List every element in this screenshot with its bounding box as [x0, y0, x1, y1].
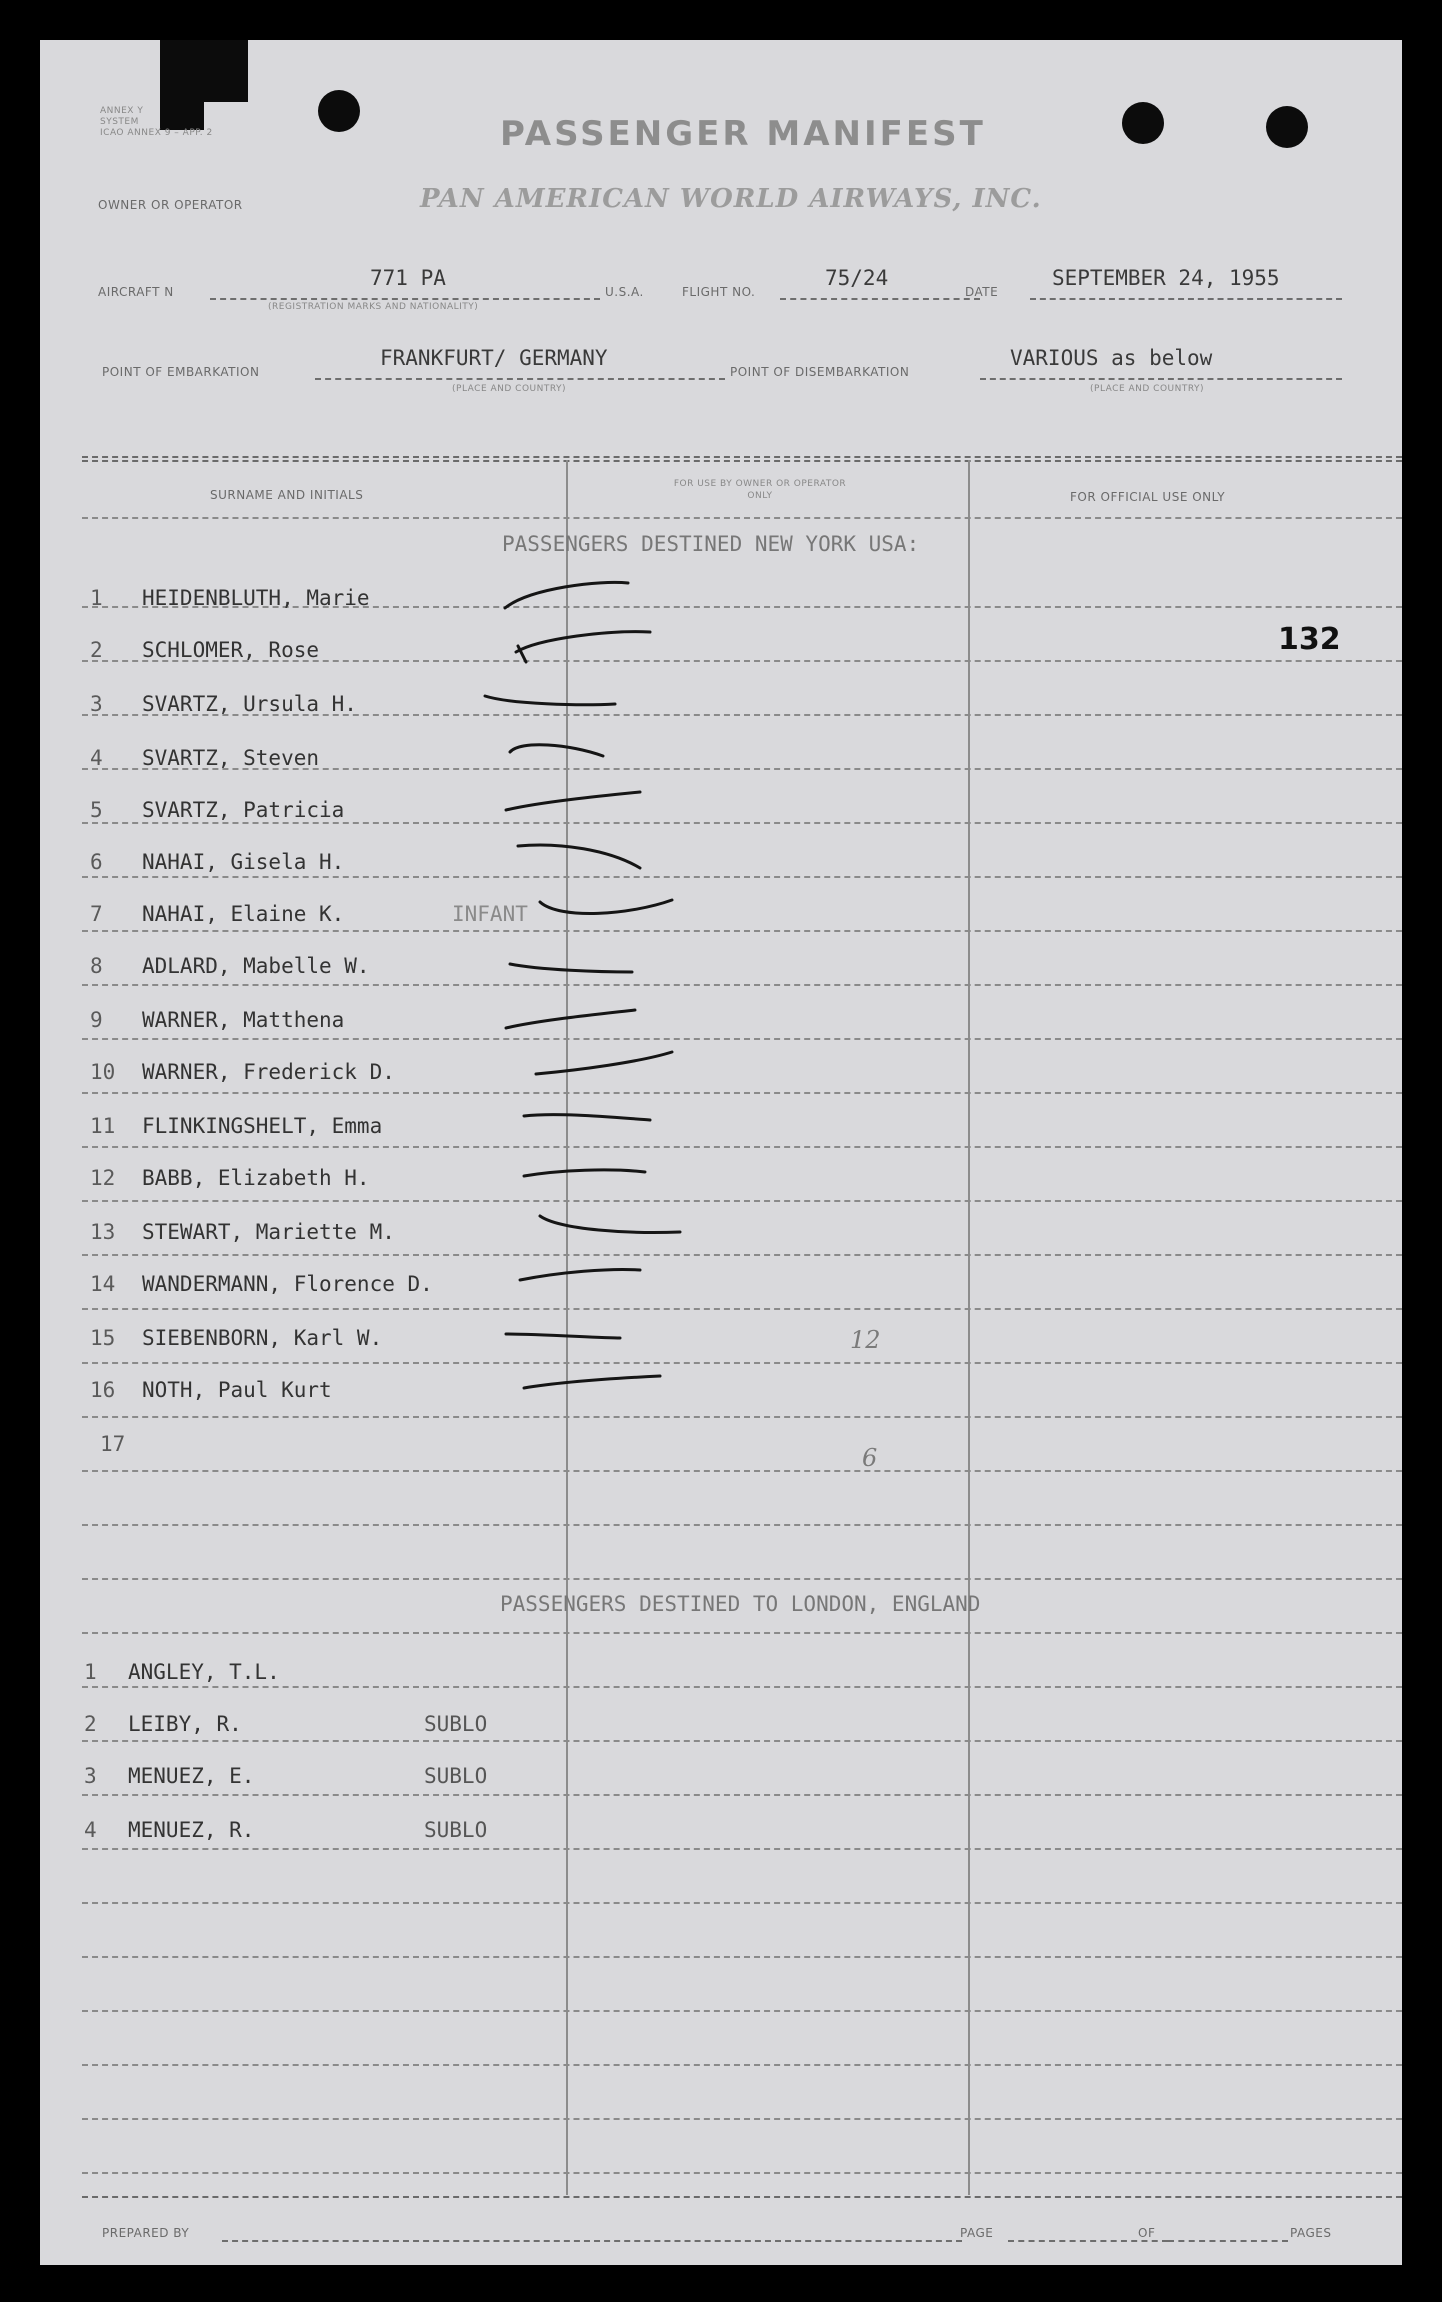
pages-label: PAGES: [1290, 2226, 1332, 2240]
tick-mark: [518, 845, 640, 868]
row-number: 5: [90, 798, 103, 822]
row-number: 3: [90, 692, 103, 716]
aircraft-label: AIRCRAFT N: [98, 285, 174, 299]
date-label: DATE: [965, 285, 999, 299]
disembarkation-label: POINT OF DISEMBARKATION: [730, 365, 910, 379]
column-header-owner-use: FOR USE BY OWNER OR OPERATOR ONLY: [673, 479, 847, 501]
row-number: 16: [90, 1378, 116, 1402]
manifest-sheet: [40, 40, 1402, 2265]
passenger-name: SVARTZ, Steven: [142, 746, 320, 770]
passenger-note: SUBLO: [424, 1712, 488, 1736]
row-number: 1: [84, 1660, 97, 1684]
passenger-name: ANGLEY, T.L.: [128, 1660, 280, 1684]
page-title: PASSENGER MANIFEST: [500, 114, 986, 154]
passenger-name: LEIBY, R.: [128, 1712, 242, 1736]
aircraft-sub: (REGISTRATION MARKS AND NATIONALITY): [268, 302, 479, 312]
row-number: 10: [90, 1060, 116, 1084]
row-number: 6: [90, 850, 103, 874]
passenger-name: SIEBENBORN, Karl W.: [142, 1326, 383, 1350]
row-number: 15: [90, 1326, 116, 1350]
passenger-name: SCHLOMER, Rose: [142, 638, 320, 662]
infant-note: INFANT: [452, 902, 528, 926]
tick-mark: [506, 792, 640, 810]
row-number: 9: [90, 1008, 103, 1032]
passenger-name: ADLARD, Mabelle W.: [142, 954, 370, 978]
row-number: 4: [84, 1818, 97, 1842]
passenger-note: SUBLO: [424, 1764, 488, 1788]
passenger-name: WARNER, Matthena: [142, 1008, 345, 1032]
passenger-name: SVARTZ, Ursula H.: [142, 692, 357, 716]
embarkation-value: FRANKFURT/ GERMANY: [380, 346, 608, 370]
embarkation-label: POINT OF EMBARKATION: [102, 365, 260, 379]
tick-mark: [536, 1052, 672, 1074]
column-header-official-use: FOR OFFICIAL USE ONLY: [1070, 490, 1226, 504]
section2-heading: PASSENGERS DESTINED TO LONDON, ENGLAND: [500, 1592, 981, 1616]
row-number: 8: [90, 954, 103, 978]
tick-mark: [510, 964, 632, 972]
row-number: 12: [90, 1166, 116, 1190]
of-label: OF: [1138, 2226, 1156, 2240]
row-number: 13: [90, 1220, 116, 1244]
owner-label: OWNER OR OPERATOR: [98, 198, 243, 212]
stamp-number: 132: [1278, 622, 1341, 657]
passenger-name: MENUEZ, E.: [128, 1764, 255, 1788]
form-reference-line-2: SYSTEM: [100, 117, 139, 127]
passenger-name: MENUEZ, R.: [128, 1818, 255, 1842]
aircraft-value: 771 PA: [370, 266, 446, 290]
row-number: 14: [90, 1272, 116, 1296]
section1-heading: PASSENGERS DESTINED NEW YORK USA:: [502, 532, 920, 556]
passenger-name: STEWART, Mariette M.: [142, 1220, 395, 1244]
owner-value: PAN AMERICAN WORLD AIRWAYS, INC.: [420, 184, 1042, 214]
disembarkation-sub: (PLACE AND COUNTRY): [1090, 384, 1205, 394]
column-header-surname: SURNAME AND INITIALS: [210, 488, 364, 502]
tick-mark: [485, 696, 615, 705]
tick-mark: [524, 1115, 650, 1120]
flight-label: FLIGHT NO.: [682, 285, 756, 299]
passenger-name: NOTH, Paul Kurt: [142, 1378, 332, 1402]
disembarkation-value: VARIOUS as below: [1010, 346, 1213, 370]
passenger-note: SUBLO: [424, 1818, 488, 1842]
row-number: 1: [90, 586, 103, 610]
passenger-name: NAHAI, Gisela H.: [142, 850, 345, 874]
usa-label: U.S.A.: [605, 285, 644, 299]
passenger-name: SVARTZ, Patricia: [142, 798, 345, 822]
row-number: 3: [84, 1764, 97, 1788]
passenger-name: FLINKINGSHELT, Emma: [142, 1114, 383, 1138]
tick-mark: [540, 1216, 680, 1232]
row-number: 2: [84, 1712, 97, 1736]
form-reference-line-3: ICAO ANNEX 9 – APP. 2: [100, 128, 213, 138]
flight-value: 75/24: [825, 266, 889, 290]
tick-mark: [516, 632, 650, 662]
page-label: PAGE: [960, 2226, 994, 2240]
prepared-by-label: PREPARED BY: [102, 2226, 190, 2240]
tick-mark: [540, 900, 672, 914]
pencil-mark-b: 6: [862, 1444, 878, 1472]
tick-mark: [520, 1269, 640, 1280]
embarkation-sub: (PLACE AND COUNTRY): [452, 384, 567, 394]
row-number: 11: [90, 1114, 116, 1138]
passenger-name: BABB, Elizabeth H.: [142, 1166, 370, 1190]
pencil-mark-a: 12: [850, 1326, 881, 1354]
tick-mark: [524, 1170, 645, 1176]
row-number: 2: [90, 638, 103, 662]
tick-mark: [506, 1334, 620, 1338]
tick-mark: [505, 582, 628, 608]
row-number: 4: [90, 746, 103, 770]
check-ticks: [40, 40, 1402, 2265]
passenger-name: HEIDENBLUTH, Marie: [142, 586, 370, 610]
passenger-name: WARNER, Frederick D.: [142, 1060, 395, 1084]
row-number: 17: [100, 1432, 126, 1456]
form-reference-line-1: ANNEX Y: [100, 106, 144, 116]
tick-mark: [524, 1376, 660, 1388]
passenger-name: WANDERMANN, Florence D.: [142, 1272, 433, 1296]
tick-mark: [506, 1010, 635, 1028]
passenger-name: NAHAI, Elaine K.: [142, 902, 345, 926]
row-number: 7: [90, 902, 103, 926]
tick-mark: [510, 745, 603, 756]
date-value: SEPTEMBER 24, 1955: [1052, 266, 1280, 290]
